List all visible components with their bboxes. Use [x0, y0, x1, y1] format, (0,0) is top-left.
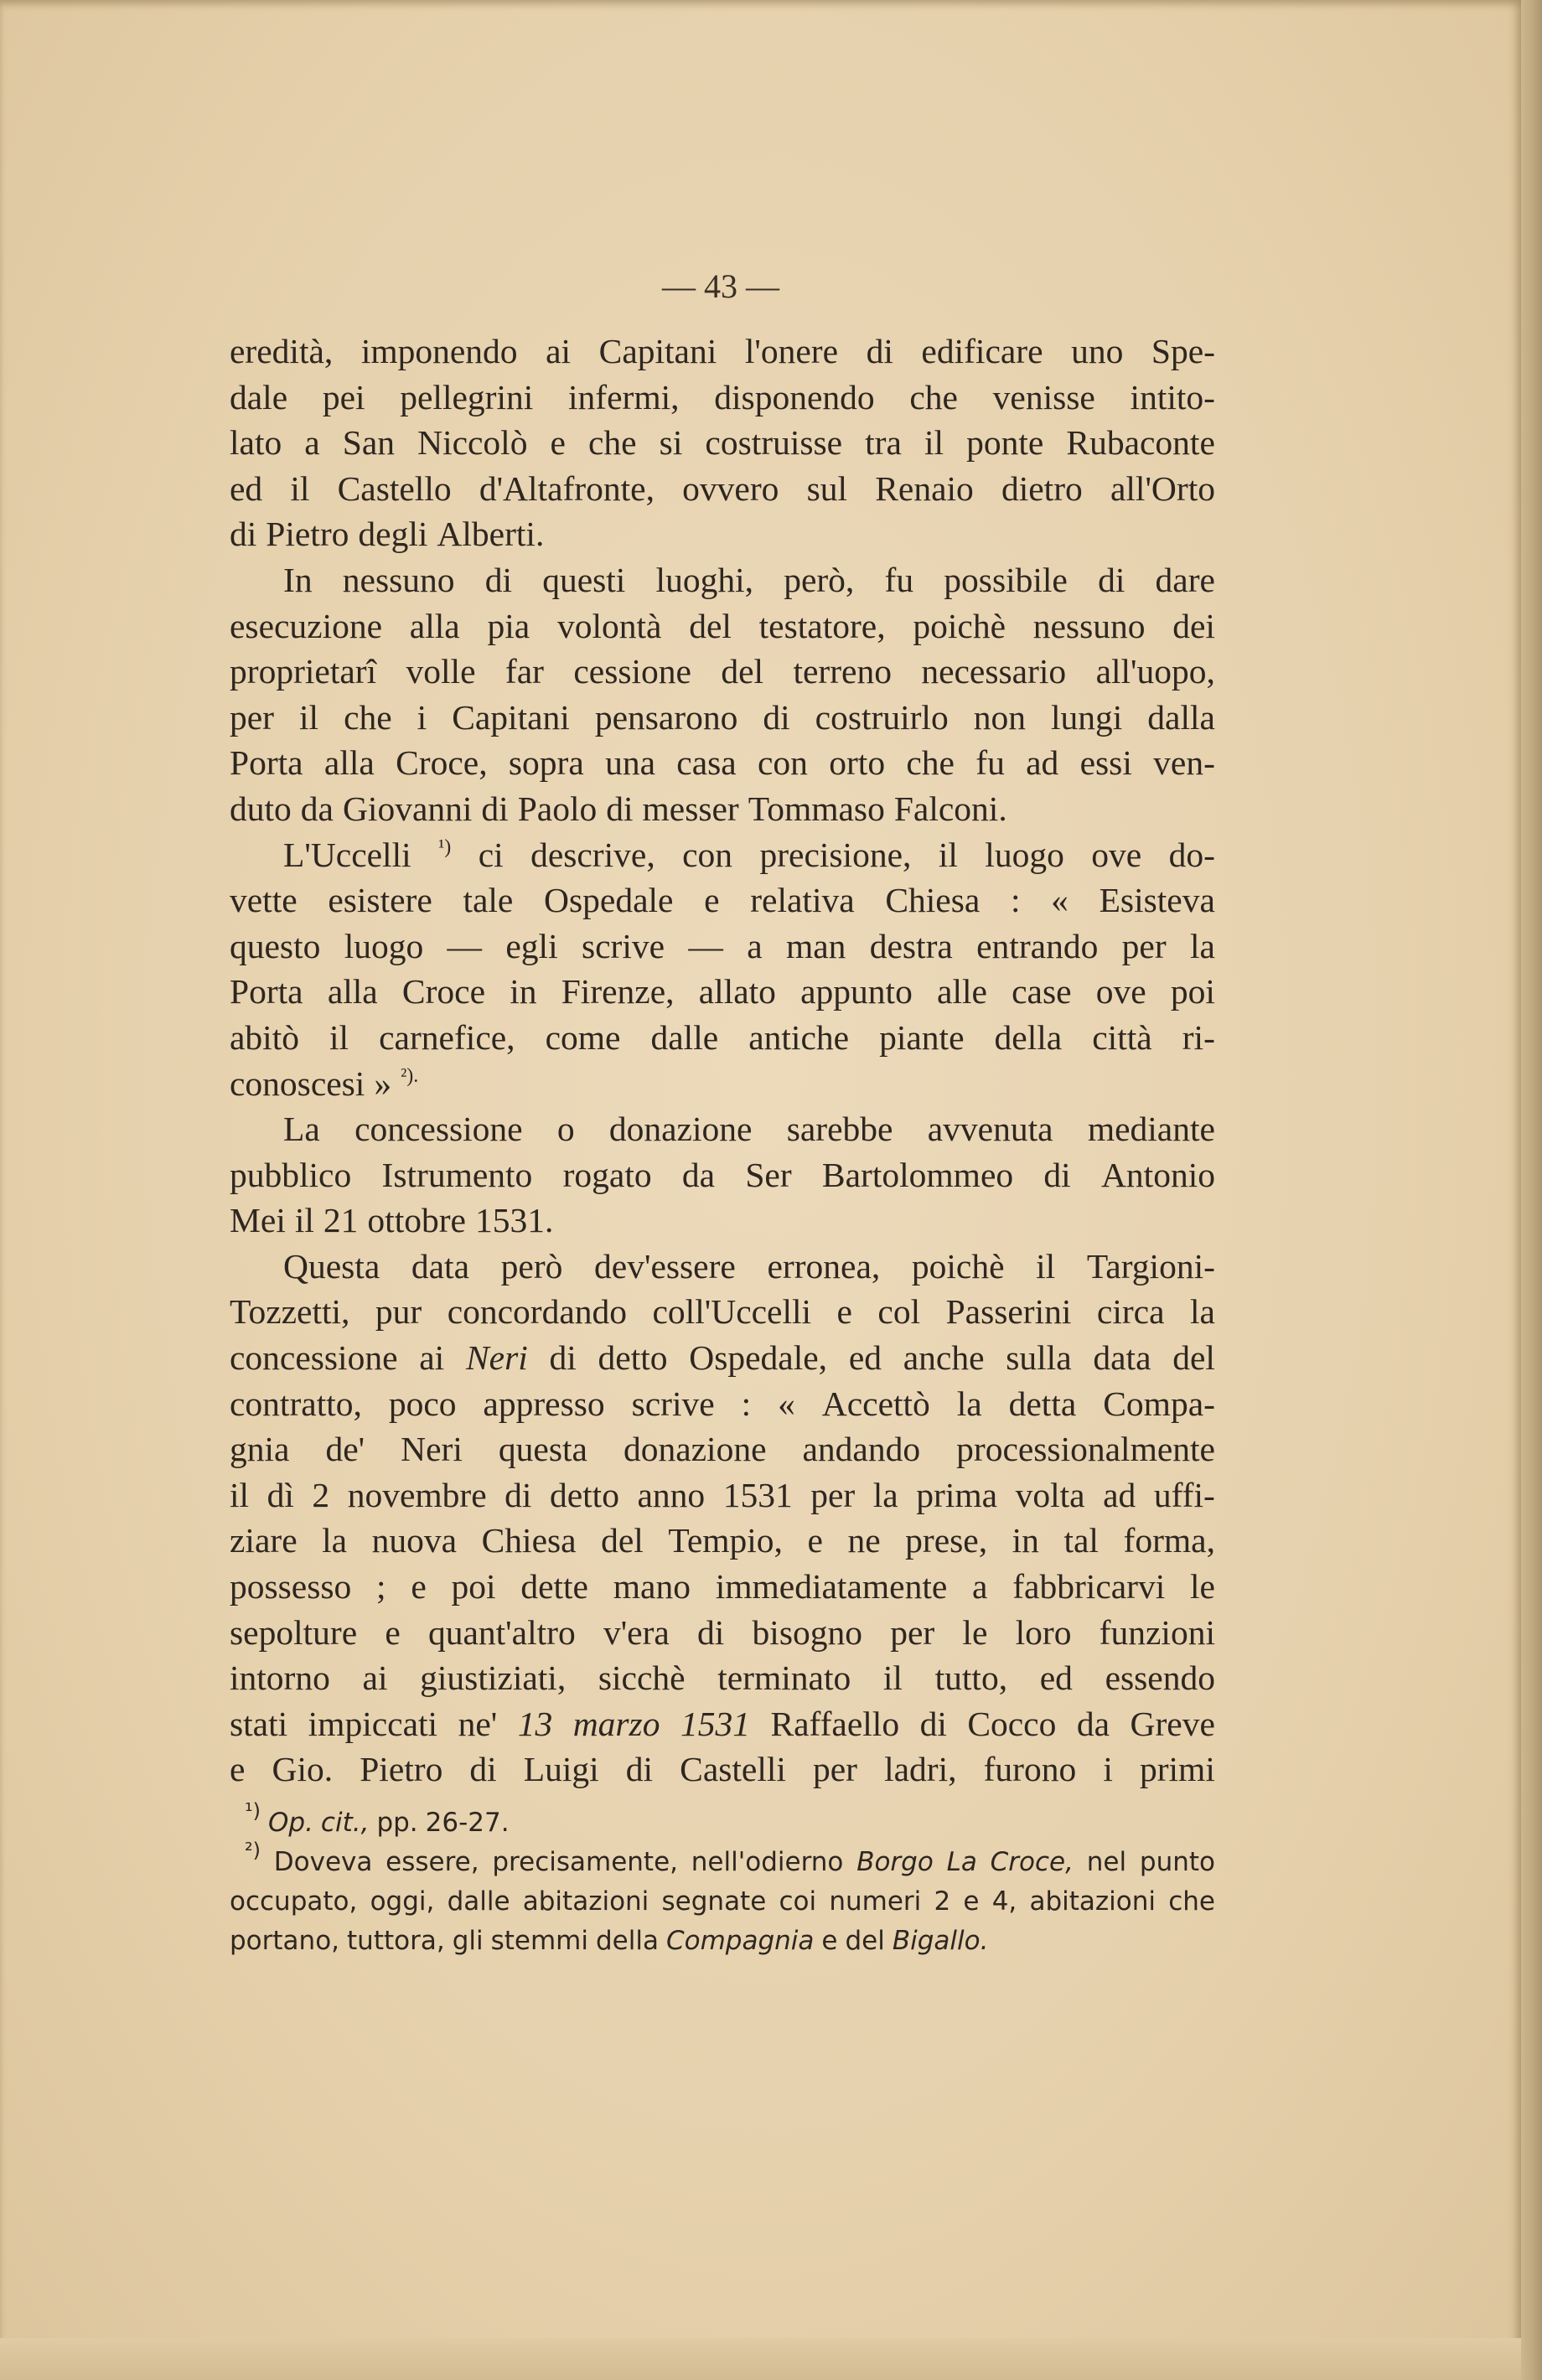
- text-line: concessione ai Neri di detto Ospedale, ed anche sulla data del: [230, 1338, 1215, 1378]
- text-line: intorno ai giustiziati, sicchè terminato il tutto, ed essendo: [230, 1658, 1215, 1698]
- text-line: questo luogo — egli scrive — a man destra entrando per la: [230, 926, 1215, 965]
- text-line: ziare la nuova Chiesa del Tempio, e ne prese, in tal forma,: [230, 1521, 1215, 1560]
- footnote-line: portano, tuttora, gli stemmi della Compagnia e del Bigallo.: [230, 1926, 989, 1956]
- text-line: per il che i Capitani pensarono di costruirlo non lungi dalla: [230, 697, 1215, 737]
- text-line: Tozzetti, pur concordando coll'Uccelli e col Passerini circa la: [230, 1292, 1215, 1332]
- page-number: — 43 —: [662, 267, 779, 305]
- main-text: [230, 329, 1215, 1793]
- text-line: ed il Castello d'Altafronte, ovvero sul Renaio dietro all'Orto: [230, 468, 1215, 508]
- text-line: dale pei pellegrini infermi, disponendo che venisse intito-: [230, 377, 1215, 416]
- text-line: La concessione o donazione sarebbe avvenuta mediante: [283, 1110, 1215, 1149]
- text-line: Porta alla Croce in Firenze, allato appunto alle case ove poi: [230, 972, 1215, 1012]
- page-edge-bottom: [0, 2338, 1521, 2380]
- footnote-line: occupato, oggi, dalle abitazioni segnate coi numeri 2 e 4, abitazioni che: [230, 1886, 1215, 1917]
- text-line: duto da Giovanni di Paolo di messer Tommaso Falconi.: [230, 789, 1007, 828]
- text-line: il dì 2 novembre di detto anno 1531 per la prima volta ad uffi-: [230, 1475, 1215, 1514]
- text-line: Porta alla Croce, sopra una casa con orto che fu ad essi ven-: [230, 743, 1215, 783]
- text-line: eredità, imponendo ai Capitani l'onere di edificare uno Spe-: [230, 332, 1215, 370]
- text-line: possesso ; e poi dette mano immediatamente a fabbricarvi le: [230, 1567, 1215, 1606]
- footnote-line: $^{^2)}$ Doveva essere, precisamente, nell'odierno Borgo La Croce, nel punto: [245, 1839, 1215, 1877]
- text-line: abitò il carnefice, come dalle antiche piante della città ri-: [230, 1017, 1215, 1057]
- text-line: contratto, poco appresso scrive : « Accettò la detta Compa-: [230, 1384, 1215, 1423]
- text-line: stati impiccati ne' 13 marzo 1531 Raffaello di Cocco da Greve: [230, 1704, 1215, 1743]
- text-line: sepolture e quant'altro v'era di bisogno per le loro funzioni: [230, 1612, 1215, 1652]
- text-line: lato a San Niccolò e che si costruisse tra il ponte Rubaconte: [230, 423, 1215, 463]
- text-line: Mei il 21 ottobre 1531.: [230, 1201, 554, 1240]
- text-line: gnia de' Neri questa donazione andando processionalmente: [230, 1430, 1215, 1469]
- text-line: e Gio. Pietro di Luigi di Castelli per ladri, furono i primi: [230, 1750, 1215, 1789]
- text-line: Questa data però dev'essere erronea, poichè il Targioni-: [283, 1246, 1215, 1286]
- text-line: In nessuno di questi luoghi, però, fu possibile di dare: [283, 560, 1215, 599]
- footnotes: [230, 1799, 1215, 1961]
- text-line: conoscesi » $^{^2).}$: [230, 1063, 419, 1103]
- text-line: proprietarî volle far cessione del terreno necessario all'uopo,: [230, 652, 1215, 691]
- page-edge-right: [1521, 0, 1542, 2380]
- text-line: di Pietro degli Alberti.: [230, 515, 545, 554]
- text-line: vette esistere tale Ospedale e relativa Chiesa : « Esisteva: [230, 881, 1215, 920]
- text-line: pubblico Istrumento rogato da Ser Bartolommeo di Antonio: [230, 1155, 1215, 1194]
- text-line: L'Uccelli $^{^1)}$ ci descrive, con precisione, il luogo ove do-: [283, 835, 1215, 874]
- text-line: esecuzione alla pia volontà del testatore, poichè nessuno dei: [230, 606, 1215, 645]
- footnote-line: $^{^1)}$ Op. cit., pp. 26-27.: [245, 1799, 510, 1838]
